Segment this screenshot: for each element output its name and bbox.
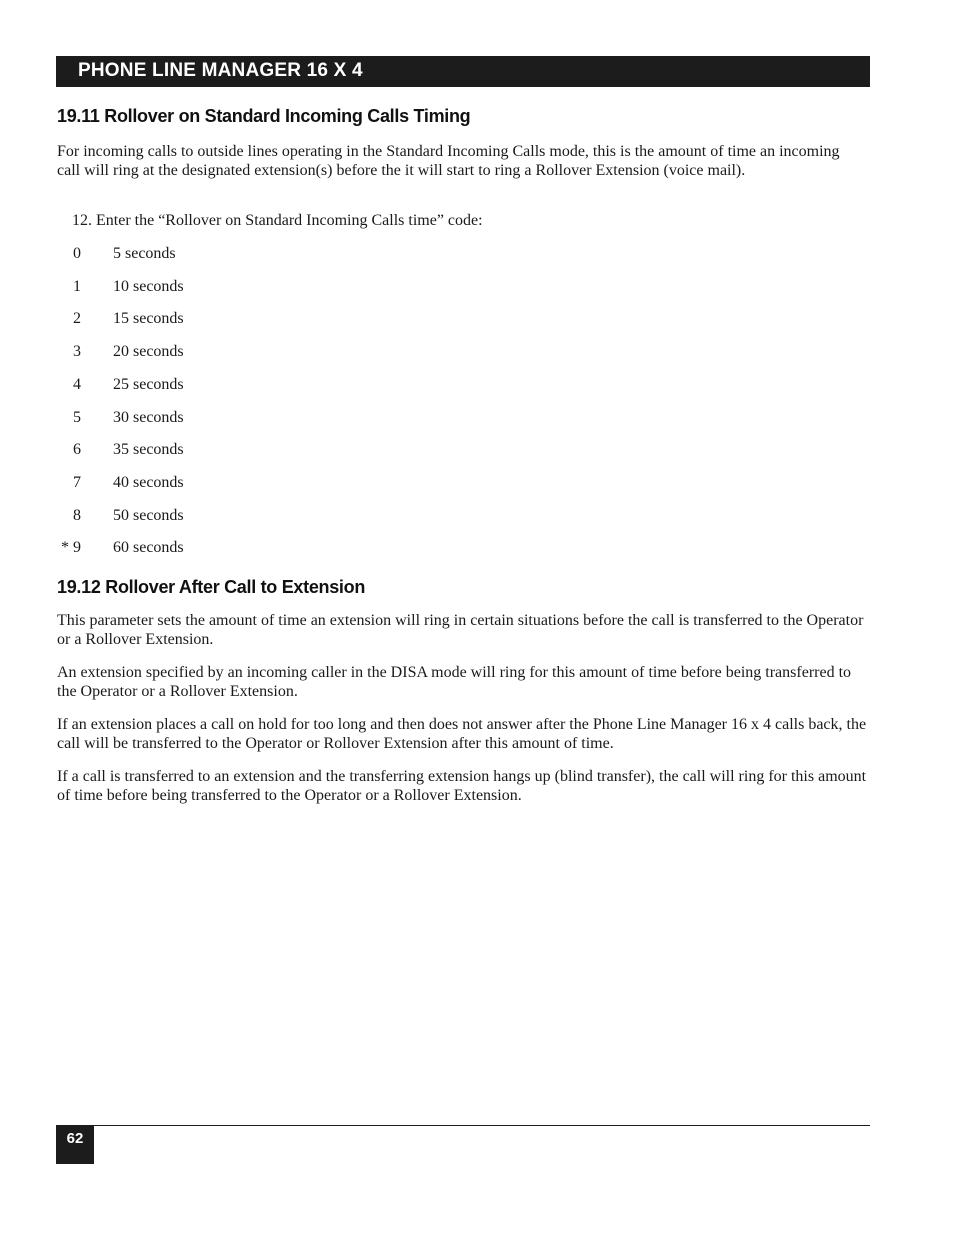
code-row <box>0 473 400 493</box>
section-19-11-intro: For incoming calls to outside lines operating in the Standard Incoming Calls mode, this is the amount of time an incoming call will ring at the designated extension(s) before the it will start to ring a Rollover Extension (voice mail). <box>57 143 840 179</box>
code-description: 60 seconds <box>113 539 184 557</box>
code-description: 35 seconds <box>113 441 184 459</box>
section-heading-19-11: 19.11 Rollover on Standard Incoming Calls Timing <box>57 106 471 126</box>
step-instruction: 12. Enter the “Rollover on Standard Incoming Calls time” code: <box>72 212 483 229</box>
code-row <box>0 440 400 460</box>
code-key-default: * 9 <box>61 539 81 557</box>
code-key: 7 <box>73 473 81 491</box>
code-description: 50 seconds <box>113 506 184 524</box>
page-number: 62 <box>66 1130 84 1147</box>
section-19-12-paragraph: If an extension places a call on hold for too long and then does not answer after the Phone Line Manager 16 x 4 calls back, the call will be transferred to the Operator or Rollover Extension after this amount of time. <box>57 716 867 752</box>
code-key: 2 <box>73 310 81 328</box>
code-key: 5 <box>73 408 81 426</box>
code-key: 8 <box>73 506 81 524</box>
code-key: 4 <box>73 375 81 393</box>
code-row <box>0 244 400 264</box>
code-row <box>0 375 400 395</box>
code-row <box>0 408 400 428</box>
code-description: 25 seconds <box>113 375 184 393</box>
code-description: 40 seconds <box>113 473 184 491</box>
code-row <box>0 309 400 329</box>
code-description: 5 seconds <box>113 245 176 262</box>
code-row <box>0 342 400 362</box>
running-header-bar <box>56 56 870 87</box>
section-19-12-paragraph: An extension specified by an incoming caller in the DISA mode will ring for this amount of time before being transferred to the Operator or a Rollover Extension. <box>57 664 852 700</box>
code-row <box>0 506 400 526</box>
footer-rule <box>56 1125 870 1126</box>
code-key: 3 <box>73 343 81 361</box>
code-key: 1 <box>73 277 81 295</box>
code-row-default <box>0 538 400 558</box>
code-row <box>0 277 400 297</box>
code-description: 30 seconds <box>113 408 184 426</box>
section-heading-19-12: 19.12 Rollover After Call to Extension <box>57 577 366 597</box>
running-header-title: PHONE LINE MANAGER 16 X 4 <box>78 60 363 81</box>
code-key: 6 <box>73 441 81 459</box>
section-19-12-paragraph: This parameter sets the amount of time an extension will ring in certain situations before the call is transferred to the Operator or a Rollover Extension. <box>57 612 864 648</box>
code-description: 15 seconds <box>113 310 184 328</box>
page-number-badge <box>56 1125 94 1164</box>
code-description: 10 seconds <box>113 277 184 295</box>
section-19-12-paragraph: If a call is transferred to an extension and the transferring extension hangs up (blind transfer), the call will ring for this amount of time before being transferred to the Operator or a Rollover Extension. <box>57 768 867 804</box>
code-description: 20 seconds <box>113 343 184 361</box>
code-key: 0 <box>73 245 81 262</box>
